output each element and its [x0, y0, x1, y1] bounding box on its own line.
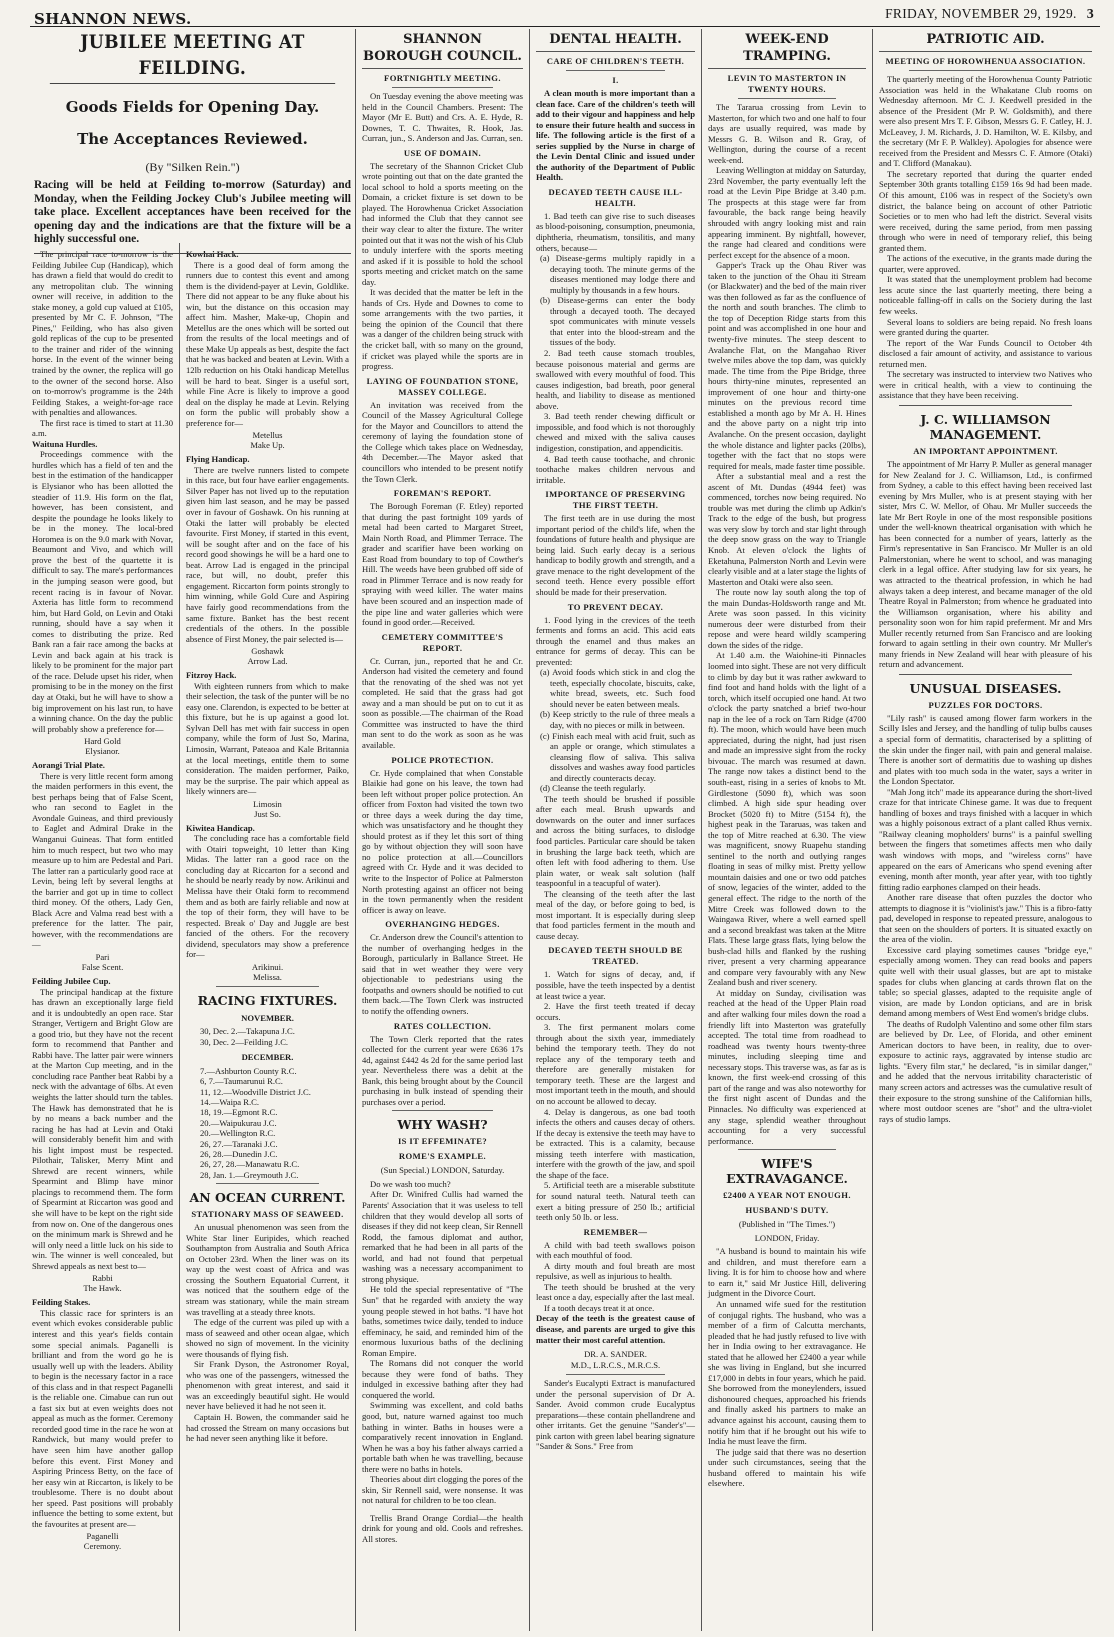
fixture-line: 30, Dec. 2.—Takapuna J.C. [200, 1026, 295, 1037]
article-paragraph: Several loans to soldiers are being repaid. No fresh loans were granted during the quarter. [879, 316, 1092, 338]
subheading: ROME'S EXAMPLE. [398, 1151, 487, 1162]
article-paragraph: The Town Clerk reported that the rates collected for the current year were £636 17s 4d, against £442 4s 2d for the same period last year. Nevertheless there was a debit at the Bank, this being brought about by the Council purchasing in bulk instead of spending their purchases over a period. [362, 1033, 523, 1107]
fixture-line: 28, Jan. 1.—Greymouth J.C. [200, 1169, 299, 1180]
article-paragraph: A dirty mouth and foul breath are most repulsive, as well as injurious to health. [536, 1260, 695, 1282]
wash-heading: WHY WASH? [397, 1117, 488, 1133]
selection: Elysianor. [85, 746, 120, 757]
ocean-subheading: STATIONARY MASS OF SEAWEED. [191, 1209, 344, 1220]
subheading: RATES COLLECTION. [393, 1020, 492, 1031]
section-heading: Feilding Stakes. [32, 1297, 91, 1308]
ocean-heading: AN OCEAN CURRENT. [189, 1190, 346, 1206]
fixture-line: 11, 12.—Woodville District J.C. [200, 1086, 311, 1097]
divider [392, 1509, 493, 1510]
selection: False Scent. [81, 962, 124, 972]
article-paragraph: He told the special representative of "The Sun" that he regarded with anxiety the way young people stewed in hot baths. "I have hot baths, sometimes twice daily, tended to induce effeminacy, he said, and reminded him of the enormous luxurious baths of the declining Roman Empire. [362, 1284, 523, 1358]
selection: Arrow Lad. [247, 656, 288, 667]
selection: Paganelli [86, 1531, 119, 1542]
column-1 [30, 29, 179, 1631]
article-paragraph: An unusual phenomenon was seen from the White Star liner Euripides, which reached Southampton from Australia and South Africa on October 23rd. When the liner was on its way up the west coast of Africa and was crossing the Southern Equatorial Current, it was noticed that the southern edge of the stream was stationary, while the main stream was travelling at a steady three knots. [186, 1222, 349, 1317]
article-paragraph: The first teeth are in use during the most important period of the child's life, when the foundations of future health and physique are being laid. Such early decay is a serious handicap to bodily growth and strength, and a grave menace to the right development of the second teeth. Hence every possible effort should be made for their preservation. [536, 513, 695, 597]
fixture-line: 20.—Waipukurau J.C. [200, 1117, 277, 1128]
article-paragraph: Another rare disease that often puzzles the doctor who attempts to diagnose it is "violinist's jaw." This is a fibro-fatty pad, developed in response to repeated pressure, analogous to that seen on the shoulders of porters. It is situated exactly on the area of the violin. [879, 892, 1092, 945]
subheading: OVERHANGING HEDGES. [385, 919, 500, 930]
selections [186, 962, 349, 982]
list-item: (d) Cleanse the teeth regularly. [540, 783, 646, 794]
selection: Metellus [252, 430, 283, 441]
article-paragraph: This classic race for sprinters is an event which evokes considerable public interest and this year's fields contain some special animals. Paganelli is brilliant and from the word go he is usually well up with the leaders. Ability to begin is the necessary factor in a race of this class and in that respect Paganelli is the reliable one. Cimabue can run out a fast six but at even weights does not appeal as much as the former. Ceremony recorded good time in the race he won at Randwick, but many would prefer to have seen him have another gallop before this event. First Money and Aspiring Princess Betty, on the face of her easy win at Riccarton, is likely to be troublesome. There is no doubt about her speed. Past positions will probably influence the betting to some extent, but the favourites at present are— [32, 1307, 173, 1529]
article-paragraph: 1. Food lying in the crevices of the teeth ferments and forms an acid. This acid eats through the enamel and thus makes an entrance for germs of decay. This can be prevented: [536, 614, 695, 667]
article-paragraph: It was stated that the unemployment problem had become less acute since the last quarterly meeting, there being a noticeable falling-off in calls on the Society during the last few weeks. [879, 274, 1092, 317]
subheading: CEMETERY COMMITTEE'S REPORT. [381, 631, 504, 653]
article-paragraph: The deaths of Rudolph Valentino and some other film stars are believed by Dr. Lee, of Florida, and other eminent American doctors to have been, in reality, due to over-exposure to actinic rays, aggravated by intense studio arc lights. "Every film star," he declared, "is in similar danger," and he added that the nervous irritability characteristic of many screen actors and actresses was the cumulative result of their exposure to the strong sunshine of the Californian hills, where most outdoor scenes are "shot" and the ultra-violet rays of studio lamps. [879, 1018, 1092, 1124]
article-paragraph: The teeth should be brushed at the very least once a day, especially after the last meal. [536, 1281, 695, 1303]
selection: Pari [95, 952, 110, 962]
columns [30, 29, 1100, 1631]
selections [32, 952, 173, 972]
selection: Make Up. [250, 440, 285, 451]
article-paragraph: After a substantial meal and a rest the ascent of Mt. Dundas (4944 feet) was commenced, torches now being required. No trouble was met during the climb up Adkin's Track to the edge of the bush, but progress was very slow by torch and star light through the deep snow grass on the way to Triangle Knob. At eleven o'clock the lights of Eketahuna, Palmerston North and Levin were clearly visible and at a later stage the lights of Masterton and Otaki were also seen. [708, 471, 866, 587]
fixture-line: 18, 19.—Egmont R.C. [200, 1107, 278, 1118]
article-paragraph: Captain H. Bowen, the commander said he had crossed the Stream on many occasions but he had never seen anything like it before. [186, 1412, 349, 1444]
article-paragraph: Excessive card playing sometimes causes "bridge eye," especially among women. They can read books and papers quite well with their usual glasses, but are apt to mistake spades for clubs when glancing at cards thrown flat on the table; so special glasses, adapted to the requisite angle of vision, are made by London opticians, and are in brisk demand among members of West End women's bridge clubs. [879, 944, 1092, 1019]
divider [899, 405, 1072, 406]
list-item: (a) Disease-germs multiply rapidly in a decaying tooth. The minute germs of the diseases mentioned may lodge there and multiply by thousands in a few hours. [540, 253, 695, 295]
article-paragraph: There are twelve runners listed to compete in this race, but four have earlier engagements. Silver Paper has not lived up to the reputation given him last season, and he may be passed over in favour of Goshawk. On his running at Otaki the latter will probably be elected favourite. First Money, if started in this event, will be sought after and on the face of his record good showings he will be a hard one to beat. Arrow Lad is engaged in the principal race, but will, no doubt, prefer this engagement. Riccarton form points strongly to him winning, while Gold Cure and Aspiring have fairly good recommendations from the same fixture. Banket has the best recent credentials of the others. In the possible absence of First Money, the pair selected is— [186, 464, 349, 644]
article-paragraph: 4. Bad teeth cause toothache, and chronic toothache makes children nervous and irritable. [536, 453, 695, 485]
advertisement: Sander's Eucalypti Extract is manufactured under the personal supervision of Dr A. Sander. Avoid common crude Eucalyptus preparations—these contain phellandrene and other irritants. Get the genuine "Sander's"—pink carton with green label bearing signature "Sander & Sons." Free from [536, 1378, 695, 1452]
section-heading: Kowhai Hack. [186, 249, 239, 259]
article-paragraph: At 1.40 a.m. the Waiohine-iti Pinnacles loomed into sight. These are not very difficult to climb by day but it was rather awkward to find foot and hand holds with the light of a torch, which itself occupied one hand. At two o'clock the party snatched a brief two-hour nap in the lee of a rock on Tarn Ridge (4700 ft). The moon, which would have been much appreciated, during the night, had just risen and made an impressive sight from the rocky bivouac. The march was resumed at dawn. The range now takes a distinct bend to the south-east, rising in a series of knobs to Mt. Girdlestone (5090 ft), which was soon climbed. A high side spur heading over Brocket (5020 ft) to Mitre (5154 ft), the highest peak in the Tararuas, was taken and the top of Mitre reached at 6.30. The view was magnificent, snowy Ruapehu standing sentinel to the north and outlying ranges floating in seas of milky mist. Pretty yellow mountain daisies and one or two odd patches of snow, legacies of the winter, added to the general effect. The ridge to the north of the Mitre Creek was followed down to the Waingawa River, where a well earned spell and a second breakfast was taken at the Mitre Flats. These large grass flats, lying below the bush-clad hills and flanked by the rushing river, present a very charming appearance and compare very favourably with any New Zealand bush and river scenery. [708, 650, 866, 988]
section-heading: Waituna Hurdles. [32, 438, 98, 449]
selections [186, 430, 349, 450]
article-paragraph: The first race is timed to start at 11.30 a.m. [32, 417, 173, 439]
signature-name: DR. A. SANDER. [584, 1349, 647, 1360]
fixture-line: 6, 7.—Taumarunui R.C. [200, 1076, 283, 1087]
diseases-heading: UNUSUAL DISEASES. [909, 680, 1062, 696]
article-paragraph: Sir Frank Dyson, the Astronomer Royal, who was one of the passengers, witnessed the phenomenon with great interest, and said it was an exceedingly beautiful sight. He would never have believed it had he not seen it. [186, 1359, 349, 1412]
subheading: TO PREVENT DECAY. [567, 601, 664, 612]
divider [216, 1183, 319, 1184]
selections [32, 1273, 173, 1293]
article-paragraph: The judge said that there was no desertion under such circumstances, seeing that the husband offered to maintain his wife elsewhere. [708, 1446, 866, 1489]
wife-heading: WIFE'S EXTRAVAGANCE. [726, 1156, 848, 1187]
article-paragraph: Leaving Wellington at midday on Saturday, 23rd November, the party eventually left the road at the Levin Pipe Bridge at 3.40 p.m. The prospects at this stage were far from favourable, the back range being heavily shrouded with angry looking mist and rain appearing imminent. By nightfall, however, the range had cleared and conditions were perfect except for the absence of a moon. [708, 165, 866, 260]
byline: (By "Silken Rein.") [145, 160, 240, 174]
divider [34, 253, 351, 254]
article-paragraph: There is a good deal of form among the runners due to contest this event and among them is the dividend-payer at Levin, Goldlike. There did not appear to be any fluke about his win, but the distance on this occasion may affect him. Masher, Make-up, Chopin and Metellus are the ones which will be sorted out from the results of the local meetings and of these Make Up appeals as best, despite the fact that he was backed and beaten at Levin. With a 12lb reduction on his Otaki handicap Metellus will be hard to beat. Singer is a useful sort, while Fine Acre is likely to improve a good deal on the display he made at Levin. Relying on form the public will probably show a preference for— [186, 259, 349, 428]
divider [566, 70, 665, 71]
subheading: CARE OF CHILDREN'S TEETH. [546, 56, 685, 66]
fixture-line: 26, 28.—Dunedin J.C. [200, 1148, 278, 1159]
article-paragraph: "Mah Jong itch" made its appearance during the short-lived craze for that intricate Chinese game. It was due to frequent handling of boxes and trays finished with a lacquer in which was a highly poisonous extract of a plant called Rhus vernix. "Railway cleaning mopholders' burns" is a painful swelling between the fingers that sometimes affects men who daily wash windows with mops, and "wireless corns" have appeared on the ears of Americans who spend evening after evening, month after month, year after year, with too tightly fitting radio earphones clamped on their heads. [879, 786, 1092, 892]
fixture-line: 7.—Ashburton County R.C. [200, 1065, 297, 1076]
published-note: (Published in "The Times.") [738, 1219, 836, 1230]
subheading: DECAYED TEETH SHOULD BE TREATED. [548, 945, 683, 967]
subheading: POLICE PROTECTION. [391, 754, 494, 765]
masthead [30, 4, 1100, 27]
article-paragraph: At midday on Sunday, civilisation was reached at the head of the Upper Plain road and after walking four miles down the road a friendly lift into Masterton was gratefully accepted. The total time from roadhead to roadhead was twenty hours twenty-three minutes, including sleeping time and necessary stops. This traverse was, as far as is known, the first week-end crossing of this part of the range and was also noteworthy for the first night ascent of Dundas and the Pinnacles. No difficulty was experienced at any stage, splendid weather throughout accounting for a very successful performance. [708, 987, 866, 1146]
article-paragraph: 2. Bad teeth cause stomach troubles, because poisonous material and germs are swallowed with every mouthful of food. This causes indigestion, bad breath, poor general health, and liability to disease as mentioned above. [536, 348, 695, 411]
article-paragraph: "A husband is bound to maintain his wife and children, and must therefore earn a living. It is for him to choose how and where to earn it," said Mr Justice Hill, delivering judgment in the Divorce Court. [708, 1246, 866, 1299]
selection: Goshawk [251, 646, 284, 657]
selection: Hard Gold [84, 736, 121, 747]
article-paragraph: 2. Have the first teeth treated if decay occurs. [536, 1001, 695, 1022]
list-item: (b) Disease-germs can enter the body through a decayed tooth. The decayed spot communicates with minute vessels that enter into the blood-stream and the tissues of the body. [540, 295, 695, 348]
article-paragraph: The secretary of the Shannon Cricket Club wrote pointing out that on the date granted the local school to hold a sports meeting on the Domain, a cricket fixture is set down to be played. The Horowhenua Cricket Association had informed the Club that they cannot see their way clear to alter the fixture. The writer pointed out that it was not the wish of his Club to unduly interfere with the sports meeting and asked if it is possible to hold the school sports meeting and cricket match on the same day. [362, 160, 523, 287]
jubilee-article-header [30, 29, 355, 246]
subheading: LAYING OF FOUNDATION STONE, MASSEY COLLEGE. [366, 375, 519, 397]
divider [392, 87, 493, 88]
article-paragraph: The secretary reported that during the quarter ended September 30th grants totalling £159 16s 9d had been made. Of this amount, £106 was in respect of the Society's own district, the balance being on account of other Patriotic Societies or to men who had left the district. Several visits were received, during the same period, from men passing through who were in need of temporary relief, this being granted them. [879, 168, 1092, 253]
subheading: IS IT EFFEMINATE? [397, 1136, 488, 1147]
divider [216, 986, 319, 987]
column-3 [355, 29, 529, 1631]
month-heading: NOVEMBER. [241, 1012, 294, 1023]
article-paragraph: The report of the War Funds Council to October 4th disclosed a fair amount of activity, and assistance to various returned men. [879, 337, 1092, 369]
selection: Melissa. [253, 971, 282, 982]
subheading: DECAYED TEETH CAUSE ILL-HEALTH. [548, 186, 683, 208]
list-item: (b) Keep strictly to the rule of three meals a day, with no pieces or milk in between. [540, 709, 695, 730]
article-paragraph: The actions of the executive, in the grants made during the quarter, were approved. [879, 253, 1092, 274]
article-paragraph: Swimming was excellent, and cold baths good, but, nature warned against too much bathing in winter. Baths in houses were a comparatively recent innovation in England. When he was a boy his father always carried a portable bath when he was travelling, because there were no baths in hotels. [362, 1400, 523, 1474]
subheading: PUZZLES FOR DOCTORS. [928, 699, 1043, 710]
article-paragraph: With eighteen runners from which to make their selection, the task of the punter will be no easy one. Clarendon, is expected to be better at this fixture, but he is up against a good lot. Sylvan Dell has met with fair success in open company, while the form of Just So, Marina, Limosin, Warrant, Pateaoa and Kale Britannia at the local meetings, entitle them to some consideration. The maiden performer, Paiko, may be the surprise. The pair which appeal as likely winners are— [186, 680, 349, 797]
article-paragraph: Do we wash too much? [370, 1178, 451, 1189]
article-paragraph: Cr. Hyde complained that when Constable Blaikie had gone on his leave, the town had been left without proper police protection. An officer from Foxton had visited the town two or three days a week during the day time, which was unsatisfactory and he thought they should protest as if they let this sort of thing go by without objection they will soon have no police protection at all.—Councillors agreed with Cr. Hyde and it was decided to write to the Inspector of Police at Palmerston North protesting against an officer not being in the town permanently when the resident officer is away on leave. [362, 767, 523, 915]
article-paragraph: Cr. Curran, jun., reported that he and Cr. Anderson had visited the cemetery and found that the renovating of the shed was not yet completed. He said that the grass had got away and a man should be put on to cut it as soon as possible.—The chairman of the Road Committee was instructed to have the third man sent to do the work as soon as he was available. [362, 655, 523, 750]
article-paragraph: The Romans did not conquer the world because they were fond of baths. They indulged in excessive bathing after they had conquered the world. [362, 1358, 523, 1400]
part-number: I. [612, 75, 619, 85]
article-paragraph: 3. Bad teeth render chewing difficult or impossible, and food which is not thoroughly chewed and mixed with the saliva causes indigestion, constipation, and appendicitis. [536, 411, 695, 453]
list-item: (c) Finish each meal with acid fruit, such as an apple or orange, which stimulates a cleansing flow of saliva. This saliva dissolves and washes away food particles and directly counteracts decay. [540, 730, 695, 783]
fixture-line: 26, 27.—Taranaki J.C. [200, 1138, 278, 1149]
subheading: £2400 A YEAR NOT ENOUGH. [723, 1190, 851, 1201]
selections [186, 799, 349, 819]
williamson-heading: J. C. WILLIAMSON MANAGEMENT. [920, 411, 1051, 442]
column-6 [872, 29, 1098, 1631]
column-5 [701, 29, 872, 1631]
article-paragraph: 1. Watch for signs of decay, and, if possible, have the teeth inspected by a dentist at least twice a year. [536, 969, 695, 1001]
section-heading: Kiwitea Handicap. [186, 822, 255, 833]
selection: Limosin [253, 798, 282, 809]
patriotic-heading: PATRIOTIC AID. [879, 29, 1092, 52]
article-paragraph: 4. Delay is dangerous, as one bad tooth infects the others and causes decay of others. If the decay is extensive the teeth may have to be extracted. This is a calamity, because missing teeth interfere with mastication, interfere with the growth of the jaw, and spoil the shape of the face. [536, 1106, 695, 1180]
article-paragraph: 1. Bad teeth can give rise to such diseases as blood-poisoning, consumption, pneumonia, diphtheria, rheumatism, tonsilitis, and many others, because— [536, 210, 695, 253]
divider [899, 674, 1072, 675]
subheading: FORTNIGHTLY MEETING. [384, 73, 501, 83]
selections [32, 1531, 173, 1551]
section-heading: Flying Handicap. [186, 454, 250, 465]
fixture-line: 20.—Wellington R.C. [200, 1128, 276, 1139]
article-paragraph: 5. Artificial teeth are a miserable substitute for sound natural teeth. Natural teeth can exert a biting pressure of 250 lb.; artificial teeth only 50 lb. or less. [536, 1180, 695, 1223]
subheading: MEETING OF HOROWHENUA ASSOCIATION. [885, 56, 1086, 66]
column-4 [529, 29, 701, 1631]
article-paragraph: An unnamed wife sued for the restitution of conjugal rights. The husband, who was a member of a firm of Calcutta merchants, pleaded that he had justly refused to live with her in India owing to her extravagance. He stated that he allowed her £2400 a year while she was living in England, but she incurred £17,000 in debts in four years, which he paid. She borrowed from the moneylenders, issued dishonoured cheques, approached his friends and finally asked his partners to make an advance against his account, causing them to notify him that if he brought out his wife to India he must leave the firm. [708, 1298, 866, 1447]
article-paragraph: The teeth should be brushed if possible after each meal. Brush upwards and downwards on the outer and inner surfaces and across the biting surfaces, to dislodge food particles. Particular care should be taken in brushing the large back teeth, which are often left with food adhering to them. Use plain water, or weak salt solution (half teaspoonful in a teacupful of water). [536, 793, 695, 889]
subheading: AN IMPORTANT APPOINTMENT. [913, 445, 1058, 456]
selection: Rabbi [92, 1273, 113, 1284]
article-paragraph: If a tooth decays treat it at once. [544, 1302, 655, 1313]
column-2 [179, 29, 355, 1631]
selection: Arikinui. [251, 961, 284, 972]
selections [186, 646, 349, 666]
dateline: LONDON, Friday. [754, 1232, 820, 1243]
tramping-heading: WEEK-END TRAMPING. [708, 29, 866, 69]
subheading: IMPORTANCE OF PRESERVING THE FIRST TEETH. [545, 489, 686, 511]
article-paragraph: The Borough Foreman (F. Etley) reported that during the past fortnight 109 yards of metal had been carted to Margaret Street, Main North Road, and Plimmer Terrace. The grader and scarifier have been working on East Road from boundary to top of Cowther's Hill. The weeds have been grubbed off side of road in Plimmer Terrace and is now ready for spraying with weed killer. The water mains have been scoured and an inspection made of the pipe line and water galleries which were found in good order.—Received. [362, 501, 523, 628]
article-paragraph: Theories about dirt clogging the pores of the skin, Sir Rennell said, were nonsense. It was not natural for children to be too clean. [362, 1474, 523, 1506]
jubilee-subtitle-2: The Acceptances Reviewed. [77, 130, 308, 148]
subheading: REMEMBER— [583, 1226, 648, 1237]
paper-name: SHANNON NEWS. [34, 10, 192, 28]
jubilee-title: JUBILEE MEETING AT FEILDING. [50, 29, 335, 84]
article-paragraph: The edge of the current was piled up with a mass of seaweed and other ocean algae, which showed no sign of movement. In the vicinity were thousands of flying fish. [186, 1317, 349, 1359]
article-paragraph: The route now lay south along the top of the main Dundas-Holdsworth range and Mt. Arete was soon passed. In this vicinity numerous deer were disturbed from their repose and were heard wildly scampering down the sides of the ridge. [708, 587, 866, 650]
page-number: 3 [1086, 7, 1094, 22]
fixtures-heading: RACING FIXTURES. [197, 992, 338, 1008]
article-paragraph: The Tararua crossing from Levin to Masterton, for which two and one half to four days are usually required, was made by Messrs G. B. Wilson and R. Gray, of Wellington, during the course of a recent week-end. [708, 102, 866, 165]
fixture-line: 14.—Waipa R.C. [200, 1096, 259, 1107]
signature-quals: M.D., L.R.C.S., M.R.C.S. [570, 1360, 661, 1371]
selection: Just So. [254, 808, 281, 819]
article-paragraph: The principal handicap at the fixture has drawn an exceptionally large field and it is undoubtedly an open race. Star Stranger, Vertigern and Bright Glow are a good trio, but they have not the recent form to recommend that Panther and Rabbi have. The latter pair were winners at the Marton Cup meeting, and in the concluding race Panther beat Rabbi by a neck with the advantage of 6lbs. At even weights the latter should turn the tables. The Hawk has demonstrated that he is by no means a back number and the racing he has had at Levin and Otaki will considerably benefit him and with his light impost must be respected. Pilothair, Talisker, Merry Mint and Shrewd are recent winners, while Spearmint and Blimp have minor placings to recommend them. The form of Spearmint at Riccarton was good and she will have to be kept on the right side from now on. One of the dangerous ones on the minimum mark is Shrewd and he will only need a little luck on his side to win. The winner is well concealed, but Shrewd appeals as next best to— [32, 986, 173, 1271]
jubilee-subtitle: Goods Fields for Opening Day. [65, 98, 320, 116]
subheading: USE OF DOMAIN. [403, 147, 482, 158]
important-note: Decay of the teeth is the greatest cause of disease, and parents are urged to give this matter their most careful attention. [536, 1313, 695, 1345]
section-heading: Fitzroy Hack. [186, 670, 237, 681]
article-paragraph: The concluding race has a comfortable field with Otairi topweight, 10 letter than King Midas. The latter ran a good race on the concluding day at Riccarton for a second and he should be nearly ready by now. Arikinui and Melissa have their Otaki form to recommend them and as both are fairly reliable and now at the top of their form, they will have to be respected. Break o' Day and Juggle are best fancied of the others. For the recovery dividend, speculators may show a preference for— [186, 833, 349, 960]
selections [32, 736, 173, 756]
selection: The Hawk. [83, 1283, 122, 1294]
divider [392, 1110, 493, 1111]
article-paragraph: The principal race to-morrow is the Feilding Jubilee Cup (Handicap), which has drawn a field that would do credit to any metropolitan club. The winning owner will receive, in addition to the stake money, a gold cup valued at £105, presented by Mr C. F. Johnson, "The Pines," Feilding, who has also given gold replicas of the cup to be presented to the trainer and rider of the winning horse. In the event of the winner being trained by the owner, the replica will go to the owner of the second horse. Also on to-morrow's programme is the 24th Feilding Stakes, a weight-for-age race with penalties and allowances. [32, 249, 173, 418]
fixture-line: 26, 27, 28.—Manawatu R.C. [200, 1159, 300, 1170]
selection: Ceremony. [83, 1541, 122, 1552]
article-paragraph: The appointment of Mr Harry P. Muller as general manager for New Zealand for J. C. Williamson, Ltd., is confirmed from Sydney, a cable to this effect having been received last evening by Mrs Muller, who is at present staying with her sister, Mrs C. W. Mellor, of Ohau. Mr Muller succeeds the late Mr Bert Royle in one of the most responsible positions under the well-known theatrical organisation with which he has been connected for a number of years, latterly as the Firm's representative in San Francisco. Mr Muller is an old Palmerstonian, where he went to school, and was managing clerk in a legal office. After studying law for six years, he was attracted to the theatrical profession, in which he had always taken a deep interest, and became manager of the old Theatre Royal in Palmerston; from whence he graduated into the Williamson organisation, where his ability and personality soon won for him rapid preferment. Mr and Mrs Muller recently returned from San Francisco and are looking forward to again settling in their own country. Mr Muller's many friends in New Zealand will hear with pleasure of his return and advancement. [879, 458, 1092, 670]
list-item: (a) Avoid foods which stick in and clog the teeth, especially chocolate, biscuits, cake, white bread, sweets, etc. Such food should never be eaten between meals. [540, 667, 695, 709]
month-heading: DECEMBER. [241, 1052, 294, 1063]
article-paragraph: A child with bad teeth swallows poison with each mouthful of food. [536, 1239, 695, 1261]
article-paragraph: The cleansing of the teeth after the last meal of the day, or before going to bed, is most important. It is especially during sleep that food particles ferment in the mouth and cause decay. [536, 888, 695, 941]
article-paragraph: The secretary was instructed to interview two Natives who were in critical health, with a view to continuing the assistance that they have been receiving. [879, 369, 1092, 401]
issue-date: FRIDAY, NOVEMBER 29, 1929. 3 [885, 6, 1094, 22]
section-heading: Aorangi Trial Plate. [32, 760, 105, 771]
divider [738, 1149, 836, 1150]
article-paragraph: It was decided that the matter be left in the hands of Crs. Hyde and Downes to come to some arrangements with the two parties, it being the opinion of the Council that there was a danger of the children being struck with the cricket ball, with so many on the ground, if cricket was played while the sports are in progress. [362, 287, 523, 372]
article-paragraph: The quarterly meeting of the Horowhenua County Patriotic Association was held in the Whakatane Club rooms on Wednesday afternoon. Mr C. J. Keedwell presided in the absence of the President (Mr P. W. Goldsmith), and there were also present Mrs T. F. Gibson, Messrs G. F. Catley, H. J. McLeavey, J. M. Richards, J. D. Hamilton, W. E. Kilsby, and the secretary (Mr F. P. Walkley). Apologies for absence were received from the President and Messrs C. F. Atmore (Otaki) and T. Clifford (Manakau). [879, 74, 1092, 169]
subheading: HUSBAND'S DUTY. [745, 1205, 829, 1216]
article-paragraph: After Dr. Winifred Cullis had warned the Parents' Association that it was useless to tell children that they would develop all sorts of diseases if they did not keep clean, Sir Rennell Rodd, the famous diplomat and author, remarked that he had been in all parts of the world, and had not found that perpetual washing was a necessary accompaniment to strong physique. [362, 1189, 523, 1284]
article-paragraph: "Lily rash" is caused among flower farm workers in the Scilly Isles and Jersey, and the handling of tulip bulbs causes a special form of dermatitis, characterised by a splitting of the skin under the finger nail, with pain and general malaise. There is another sort of dermatitis due to washing up dishes and plates with too much soda in the water, says a writer in the London Spectator. [879, 712, 1092, 787]
article-paragraph: An invitation was received from the Council of the Massey Agricultural College for the Mayor and Councillors to attend the ceremony of laying the foundation stone of the College which takes place on Wednesday, 4th December.—The Mayor asked that councillors who intended to be present notify the Town Clerk. [362, 399, 523, 484]
article-paragraph: Proceedings commence with the hurdles which has a field of ten and the best in the estimation of the handicapper is Elysianor who has been allotted the steadier of 11.9. His form on the flat, however, has been consistent, and despite the poundage he looks likely to be in the money. The local-bred Horomea is on the 9.0 mark with Novar, Beaumont and Vivo, and which will prove the best of the quartette it is difficult to say. The mare's performances in the jumping season were good, but recent racing is in favour of Novar. Axteria has little form to recommend him, but Hard Gold, on Levin and Otaki running, should have a say when it comes to distributing the prize. Red Bank ran a fair race among the backs at Levin and back again at his track is likely to be prominent for the major part of the race. Delude upset his rider, when promising to be in the money on the first day at Otaki, but he will have to show a big improvement on his last run, to have a winning chance. On the day the public will probably show a preference for— [32, 449, 173, 734]
fixture-line: 30, Dec. 2—Feilding J.C. [200, 1036, 289, 1047]
article-intro: A clean mouth is more important than a clean face. Care of the children's teeth will add to their vigour and happiness and help to ensure their future health and success in life. The following article is the first of a series supplied by the Nurse in charge of the Levin Dental Clinic and issued under the authority of the Department of Public Health. [536, 88, 695, 183]
advertisement: Trellis Brand Orange Cordial—the health drink for young and old. Cools and refreshes. All stores. [362, 1512, 523, 1544]
subheading: FOREMAN'S REPORT. [393, 488, 492, 499]
jubilee-intro: Racing will be held at Feilding to-morrow (Saturday) and Monday, when the Feilding Jockey Club's Jubilee meeting will take place. Excellent acceptances have been received for the opening day and the indications are that the fixture will be a highly successful one. [34, 179, 351, 246]
divider [909, 70, 1062, 71]
section-heading: Feilding Jubilee Cup. [32, 976, 111, 986]
divider [566, 1374, 665, 1375]
article-paragraph: Gapper's Track up the Ohau River was taken to the junction of the Ohau iti Stream (or Blackwater) and the bed of the main river was then followed as far as the confluence of the north and south branches. The climb to the top of Deception Ridge starts from this point and was accomplished in one hour and twenty-five minutes. The steep descent to Avalanche Flat, on the Mangahao River twelve miles above the top dam, was quickly made. The time from the Pipe Bridge, three hours thirty-nine minutes, represented an improvement of one hour and thirty-one minutes on the previous record time established a month ago by Mr A. H. Hines and the above party on a night trip into Avalanche. On the present occasion, daylight the whole distance and lighter packs (20lbs), together with the fact that no stops were required for meals, made faster time possible. [708, 260, 866, 471]
article-paragraph: On Tuesday evening the above meeting was held in the Council Chambers. Present: The Mayor (Mr E. Butt) and Crs. A. E. Hyde, R. Downes, T. C. Thwaites, R. Hook, Jas. Curran, jun., S. Anderson and Jas. Curran, sen. [362, 91, 523, 144]
article-paragraph: 3. The first permanent molars come through about the sixth year, immediately behind the temporary teeth. They do not replace any of the temporary teeth and therefore are generally mistaken for temporary teeth. These are the largest and most important teeth in the mouth, and should on no account be allowed to decay. [536, 1022, 695, 1107]
article-paragraph: There is very little recent form among the maiden performers in this event, the best perhaps being that of False Scent, who ran second to Eaglet in the Avondale Guineas, and third previously to Eaglet and Admiral Drake in the Wanganui Guineas. That form entitled him to much respect, but two who may measure up to him are Pedestal and Pari. The latter ran a particularly good race at Levin, being left by several lengths at the barrier and got up in time to collect third money. Of the others, Lady Gen, Black Acre and Valma read best with a preference for the latter. The pair, however, with the recommendations are— [32, 770, 173, 950]
signature [536, 1349, 695, 1371]
borough-heading: SHANNON BOROUGH COUNCIL. [362, 29, 523, 69]
dental-heading: DENTAL HEALTH. [536, 29, 695, 52]
article-paragraph: Cr. Anderson drew the Council's attention to the number of overhanging hedges in the Borough, particularly in Ballance Street. He said that in wet weather they were very objectionable to pedestrians using the footpaths and owners should be notified to cut them back.—The Town Clerk was instructed to notify the offending owners. [362, 932, 523, 1017]
subheading: LEVIN TO MASTERTON IN TWENTY HOURS. [727, 73, 847, 94]
dateline: (Sun Special.) LONDON, Saturday. [380, 1165, 505, 1176]
divider [738, 98, 836, 99]
